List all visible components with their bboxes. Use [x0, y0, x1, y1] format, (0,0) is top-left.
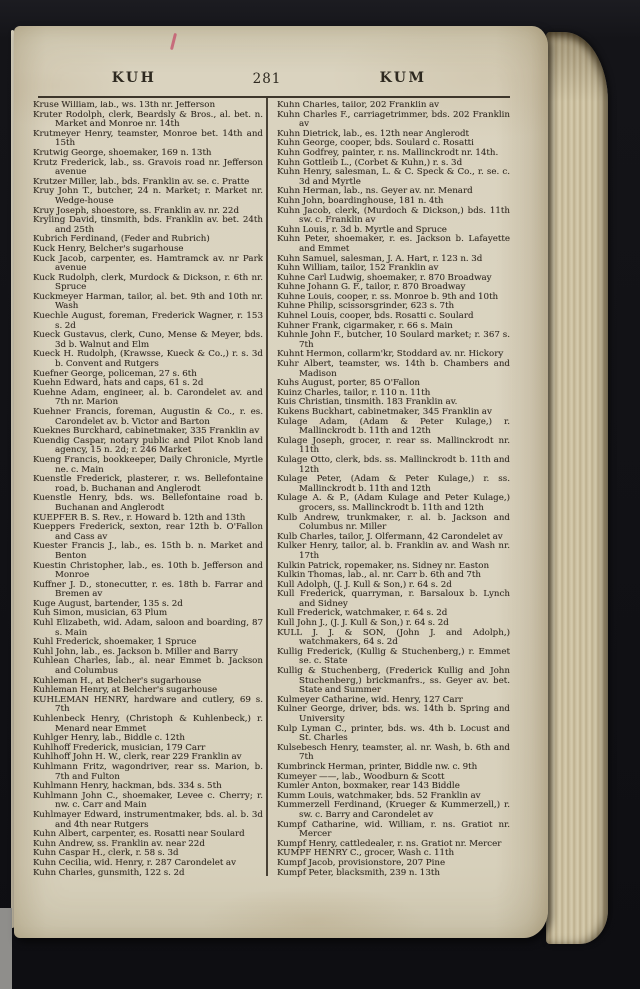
directory-entry: Kuhn Henry, salesman, L. & C. Speck & Co., r. se. c. 3d and Myrtle — [277, 167, 510, 187]
directory-entry: Kuenstle Henry, bds. ws. Bellefontaine road b. Buchanan and Anglerodt — [33, 493, 263, 513]
directory-entry: Kulmeyer Catharine, wid. Henry, 127 Carr — [277, 694, 463, 705]
directory-entry: Kulage Peter, (Adam & Peter Kulage,) r. ss. Mallinckrodt b. 11th and 12th — [277, 474, 510, 494]
directory-entry: Kulp Lyman C., printer, bds. ws. 4th b. Locust and St. Charles — [277, 723, 510, 744]
directory-entry: Kuhn Peter, shoemaker, r. es. Jackson b. Lafayette and Emmet — [277, 234, 510, 254]
directory-entry: Kull Frederick, quarryman, r. Barsaloux b. Lynch and Sidney — [277, 589, 510, 609]
directory-entry: Kueppers Frederick, sexton, rear 12th b. O'Fallon and Cass av — [33, 522, 263, 542]
directory-entry: Krutzer Miller, lab., bds. Franklin av. se. c. Pratte — [33, 176, 250, 187]
directory-entry: Kulb Charles, tailor, J. Olfermann, 42 Carondelet av — [277, 531, 503, 542]
directory-entry: Kuhs August, porter, 85 O'Fallon — [277, 378, 421, 389]
directory-entry: Kuhlmann Henry, hackman, bds. 334 s. 5th — [33, 781, 222, 792]
directory-entry: Kumpf Jacob, provisionstore, 207 Pine — [277, 857, 446, 868]
directory-entry: Kuhn Godfrey, painter, r. ns. Mallinckrodt nr. 14th. — [277, 147, 499, 158]
directory-entry: Kumm Louis, watchmaker, bds. 52 Franklin av — [277, 790, 481, 801]
directory-entry: Kuhlhoff Frederick, musician, 179 Carr — [33, 742, 206, 753]
directory-entry: Kuehn Edward, hats and caps, 61 s. 2d — [33, 378, 204, 389]
directory-entry: Kumpf Peter, blacksmith, 239 n. 13th — [277, 867, 440, 878]
directory-entry: Kueknes Burckhard, cabinetmaker, 335 Franklin av — [33, 426, 260, 437]
directory-entry: Kumeyer ——, lab., Woodburn & Scott — [277, 771, 445, 782]
page-number: 281 — [252, 71, 282, 87]
directory-entry: Kull John J., (J. J. Kull & Son,) r. 64 s. 2d — [277, 618, 449, 629]
directory-entry: Kuhn Charles, tailor, 202 Franklin av — [277, 101, 440, 110]
directory-entry: Kulner George, driver, bds. ws. 14th b. Spring and University — [277, 704, 510, 724]
directory-entry: Kuhlenbeck Henry, (Christoph & Kuhlenbeck,) r. Menard near Emmet — [33, 714, 263, 734]
directory-entry: KUEPFER B. S. Rev., r. Howard b. 12th and 13th — [33, 512, 246, 523]
directory-entry: Kueck Gustavus, clerk, Cuno, Mense & Meyer, bds. 3d b. Walnut and Elm — [33, 330, 263, 350]
directory-entry: Kubrich Ferdinand, (Feder and Rubrich) — [33, 234, 210, 245]
column-divider-rule — [266, 98, 268, 876]
directory-entry: Kuestin Christopher, lab., es. 10th b. Jefferson and Monroe — [33, 560, 263, 581]
directory-entry: Kuh Simon, musician, 63 Plum — [33, 608, 168, 619]
directory-entry: Kuehne Adam, engineer, al. b. Carondelet av. and 7th nr. Marion — [33, 387, 263, 408]
directory-entry: KUHLEMAN HENRY, hardware and cutlery, 69 s. 7th — [33, 694, 263, 715]
directory-entry: Kulb Andrew, trunkmaker, r. al. b. Jackson and Columbus nr. Miller — [277, 512, 510, 533]
directory-entry: Kumler Anton, boxmaker, rear 143 Biddle — [277, 781, 460, 792]
directory-entry: Kukens Buckhart, cabinetmaker, 345 Franklin av — [277, 407, 492, 417]
directory-entry: Kulage A. & P., (Adam Kulage and Peter Kulage,) grocers, ss. Mallinckrodt b. 11th and 12th — [277, 493, 510, 513]
header-rule — [38, 96, 510, 98]
directory-entry: Kuhl Frederick, shoemaker, 1 Spruce — [33, 637, 197, 648]
directory-entry: Kuhn Dietrick, lab., es. 12th near Anglerodt — [277, 128, 470, 139]
directory-entry: Kueng Francis, bookkeeper, Daily Chronicle, Myrtle ne. c. Main — [33, 454, 263, 475]
directory-entry: Kuhlmayer Edward, instrumentmaker, bds. al. b. 3d and 4th near Rutgers — [33, 809, 263, 830]
directory-entry: Kuhnel Louis, cooper, bds. Rosatti c. Soulard — [277, 311, 474, 322]
directory-entry: Kryling David, tinsmith, bds. Franklin av. bet. 24th and 25th — [33, 215, 263, 235]
directory-entry: Kulsebesch Henry, teamster, al. nr. Wash, b. 6th and 7th — [277, 742, 510, 763]
scan-artifact-strip — [0, 908, 12, 989]
directory-entry: Kulage Adam, (Adam & Peter Kulage,) r. Mallinckrodt b. 11th and 12th — [277, 416, 510, 437]
directory-entry: Kuhlger Henry, lab., Biddle c. 12th — [33, 733, 185, 744]
directory-entry: Kuefner George, policeman, 27 s. 6th — [33, 368, 197, 379]
directory-entry: Kuhn Herman, lab., ns. Geyer av. nr. Menard — [277, 186, 473, 197]
directory-entry: Kuhn William, tailor, 152 Franklin av — [277, 263, 439, 274]
directory-column-right — [277, 101, 510, 901]
directory-entry: Kuhner Frank, cigarmaker, r. 66 s. Main — [277, 320, 453, 331]
directory-entry: Kumpf Catharine, wid. William, r. ns. Gratiot nr. Mercer — [277, 819, 510, 840]
directory-page — [14, 26, 548, 938]
directory-entry: Kuhlmann Fritz, wagondriver, rear ss. Marion, b. 7th and Fulton — [33, 761, 263, 782]
directory-entry: Krutwig George, shoemaker, 169 n. 13th — [33, 147, 212, 158]
directory-entry: Kullig & Stuchenberg, (Frederick Kullig and John Stuchenberg,) brickmanfrs., ss. Geyer av. bet. State and Summer — [277, 666, 510, 696]
directory-entry: Kruter Rodolph, clerk, Beardsly & Bros., al. bet. n. Market and Monroe nr. 14th — [33, 109, 263, 130]
directory-entry: Kumpf Henry, cattledealer, r. ns. Gratiot nr. Mercer — [277, 838, 502, 849]
directory-entry: Kuester Francis J., lab., es. 15th b. n. Market and Benton — [33, 541, 263, 561]
directory-entry: Kuendig Caspar, notary public and Pilot Knob land agency, 15 n. 2d; r. 246 Market — [33, 435, 263, 456]
directory-entry: Kuffner J. D., stonecutter, r. es. 18th b. Farrar and Bremen av — [33, 579, 263, 600]
directory-entry: Kuhlmann John C., shoemaker, Levee c. Cherry; r. nw. c. Carr and Main — [33, 790, 263, 811]
directory-entry: Kuhn Gottleib L., (Corbet & Kuhn,) r. s. 3d — [277, 157, 463, 168]
directory-entry: Kuhnle John F., butcher, 10 Soulard market; r. 367 s. 7th — [277, 330, 510, 350]
directory-entry: Kulkin Thomas, lab., al. nr. Carr b. 6th and 7th — [277, 570, 481, 581]
directory-entry: Kuhn Samuel, salesman, J. A. Hart, r. 123 n. 3d — [277, 253, 483, 264]
directory-entry: Kull Frederick, watchmaker, r. 64 s. 2d — [277, 608, 448, 619]
directory-entry: Kuhne Carl Ludwig, shoemaker, r. 870 Broadway — [277, 272, 492, 283]
directory-entry: Kuck Rudolph, clerk, Murdock & Dickson, r. 6th nr. Spruce — [33, 272, 263, 293]
directory-entry: Kuinz Charles, tailor, r. 110 n. 11th — [277, 387, 431, 398]
directory-entry: Kuhne Louis, cooper, r. ss. Monroe b. 9th and 10th — [277, 291, 499, 302]
directory-entry: Kuhn George, cooper, bds. Soulard c. Rosatti — [277, 138, 474, 149]
directory-entry: Kuhn Cecilia, wid. Henry, r. 287 Carondelet av — [33, 857, 237, 868]
directory-entry: Kuhn Jacob, clerk, (Murdoch & Dickson,) bds. 11th sw. c. Franklin av — [277, 205, 510, 226]
directory-entry: Kuhne Philip, scissorsgrinder, 623 s. 7th — [277, 301, 455, 312]
directory-entry: Kullig Frederick, (Kullig & Stuchenberg,) r. Emmet se. c. State — [277, 646, 510, 667]
header-word-right: KUM — [379, 70, 427, 86]
directory-entry: Kuehner Francis, foreman, Augustin & Co., r. es. Carondelet av. b. Victor and Barton — [33, 407, 263, 427]
directory-entry: Kruy Joseph, shoestore, ss. Franklin av. nr. 22d — [33, 205, 240, 216]
book-fore-edge-pages — [546, 32, 608, 944]
directory-entry: Kummerzell Ferdinand, (Krueger & Kummerzell,) r. sw. c. Barry and Carondelet av — [277, 800, 510, 820]
directory-entry: Kuhn Charles, gunsmith, 122 s. 2d — [33, 867, 185, 878]
directory-entry: Kuhlhoff John H. W., clerk, rear 229 Franklin av — [33, 752, 242, 763]
directory-entry: Kuhne Johann G. F., tailor, r. 870 Broadway — [277, 282, 466, 293]
directory-entry: Kull Adolph, (J. J. Kull & Son,) r. 64 s. 2d — [277, 579, 452, 590]
directory-entry: Kuhn John, boardinghouse, 181 n. 4th — [277, 195, 444, 206]
directory-entry: Kueck H. Rudolph, (Krawsse, Kueck & Co.,) r. s. 3d b. Convent and Rutgers — [33, 349, 263, 370]
directory-entry: Kulage Otto, clerk, bds. ss. Mallinckrodt b. 11th and 12th — [277, 454, 510, 475]
directory-entry: Kuhleman H., at Belcher's sugarhouse — [33, 675, 202, 686]
directory-entry: Krutmeyer Henry, teamster, Monroe bet. 14th and 15th — [33, 128, 263, 149]
header-word-left: KUH — [111, 70, 157, 86]
directory-entry: Kuhn Caspar H., clerk, r. 58 s. 3d — [33, 848, 179, 859]
directory-entry: Kulage Joseph, grocer, r. rear ss. Mallinckrodt nr. 11th — [277, 435, 510, 456]
directory-entry: Kuck Jacob, carpenter, es. Hamtramck av. nr Park avenue — [33, 253, 263, 274]
directory-entry: Kuechle August, foreman, Frederick Wagner, r. 153 s. 2d — [33, 311, 263, 331]
directory-entry: Kruy John T., butcher, 24 n. Market; r. Market nr. Wedge-house — [33, 186, 263, 206]
directory-entry: Kuenstle Frederick, plasterer, r. ws. Bellefontaine road, b. Buchanan and Anglerodt — [33, 474, 263, 494]
directory-entry: Kuhn Albert, carpenter, es. Rosatti near Soulard — [33, 829, 245, 840]
directory-entry: Kruse William, lab., ws. 13th nr. Jefferson — [33, 101, 216, 110]
directory-entry: Kuckmeyer Harman, tailor, al. bet. 9th and 10th nr. Wash — [33, 291, 263, 312]
directory-column-left — [33, 101, 263, 901]
directory-entry: Kuhnt Hermon, collarm'kr, Stoddard av. nr. Hickory — [277, 349, 504, 360]
directory-entry: Kuck Henry, Belcher's sugarhouse — [33, 243, 184, 254]
directory-entry: Kuhr Albert, teamster, ws. 14th b. Chambers and Madison — [277, 359, 510, 379]
directory-entry: KUMPF HENRY C., grocer, Wash c. 11th — [277, 848, 455, 859]
directory-entry: Kulkin Patrick, ropemaker, ns. Sidney nr. Easton — [277, 560, 490, 571]
directory-entry: Kuhlean Charles, lab., al. near Emmet b. Jackson and Columbus — [33, 656, 263, 677]
directory-entry: Kulker Henry, tailor, al. b. Franklin av. and Wash nr. 17th — [277, 541, 510, 561]
directory-entry: Kuhl John, lab., es. Jackson b. Miller and Barry — [33, 646, 238, 657]
directory-entry: Kuhn Louis, r. 3d b. Myrtle and Spruce — [277, 224, 447, 235]
directory-entry: Kuhl Elizabeth, wid. Adam, saloon and boarding, 87 s. Main — [33, 618, 263, 638]
directory-entry: Krutz Frederick, lab., ss. Gravois road nr. Jefferson avenue — [33, 157, 263, 178]
directory-entry: Kuis Christian, tinsmith. 183 Franklin av. — [277, 397, 458, 408]
directory-entry: Kuhn Charles F., carriagetrimmer, bds. 202 Franklin av — [277, 109, 510, 130]
directory-entry: Kuhn Andrew, ss. Franklin av. near 22d — [33, 838, 205, 849]
directory-entry: Kuhleman Henry, at Belcher's sugarhouse — [33, 685, 218, 696]
directory-entry: KULL J. J. & SON, (John J. and Adolph,) watchmakers, 64 s. 2d — [277, 627, 510, 648]
directory-entry: Kumbrinck Herman, printer, Biddle nw. c. 9th — [277, 761, 478, 772]
directory-entry: Kuge August, bartender, 135 s. 2d — [33, 598, 183, 609]
